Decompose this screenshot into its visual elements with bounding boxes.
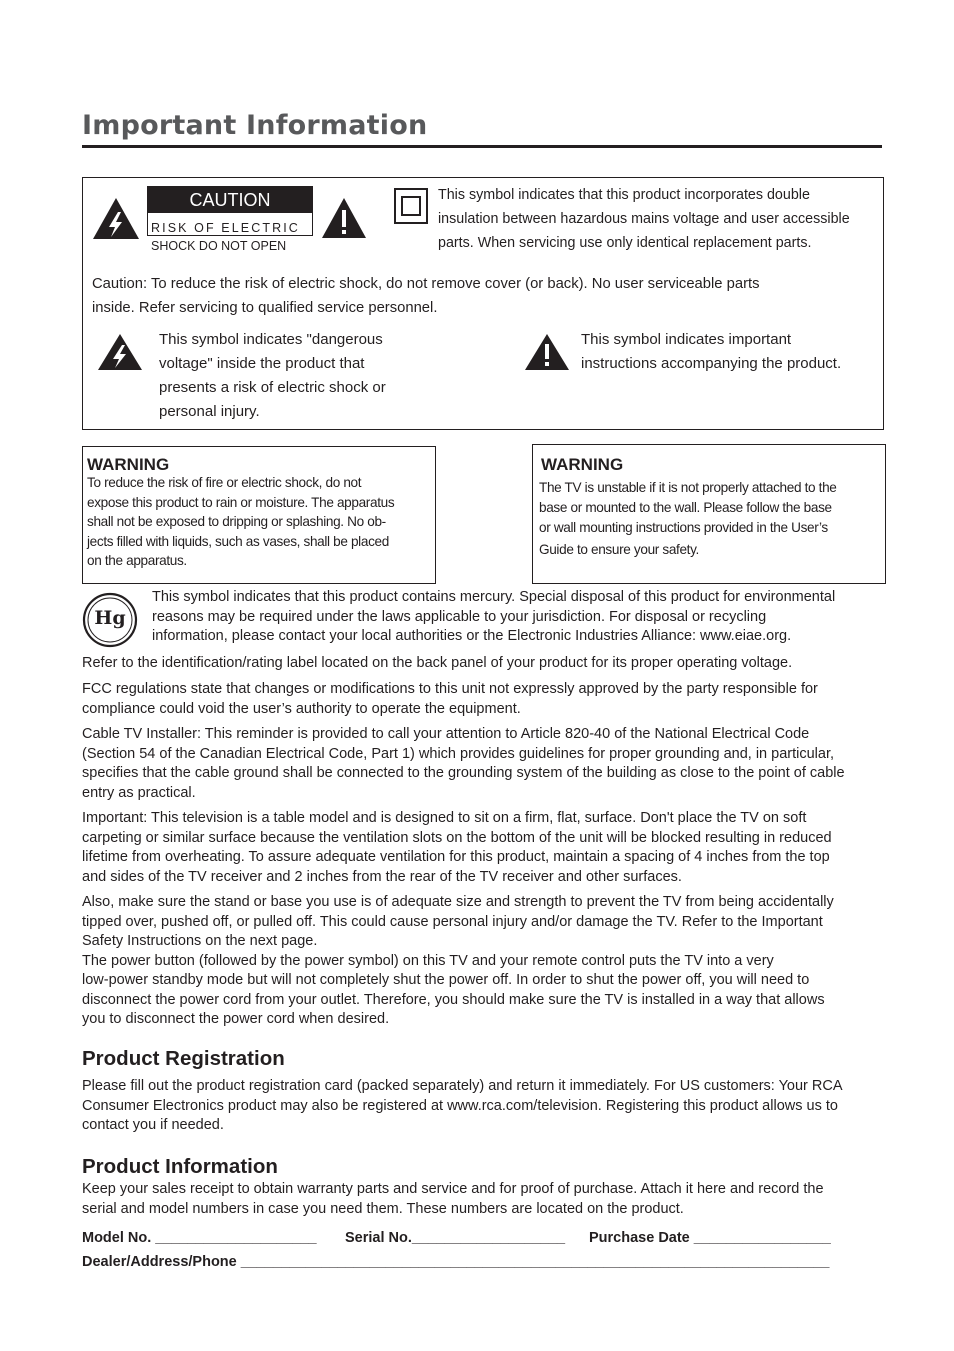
mercury-text: This symbol indicates that this product contains mercury. Special disposal of this product for environmental reasons may be required under the laws applicable to your jurisdiction. For disposal or recycling information, please contact your local authorities or the Electronic Industries Alliance: www.eiae.org.	[152, 589, 836, 644]
double-insulation-text: This symbol indicates that this product incorporates double insulation between hazardous mains voltage and user accessible parts. When servicing use only identical replacement parts.	[438, 187, 850, 251]
dangerous-voltage-text: This symbol indicates "dangerous voltage" inside the product that presents a risk of electric shock or personal injury.	[159, 331, 386, 420]
page-title: Important Information	[82, 110, 428, 141]
stand-power-paragraph: Also, make sure the stand or base you use is of adequate size and strength to prevent the TV from being accidentally tipped over, pushed off, or pulled off. This could cause personal injury and/or damage the TV. Refer to the Important Safety Instructions on the next page. The power button (followed by the power symbol) on this TV and your remote control puts the TV into a very low-power standby mode but will not completely shut the power off. In order to shut the power off, you will need to disconnect the power cord from your outlet. Therefore, you should make sure the TV is installed in a way that allows you to disconnect the power cord when desired.	[82, 894, 834, 1027]
warning-text-left: To reduce the risk of fire or electric shock, do not expose this product to rain or moisture. The apparatus shall not be exposed to dripping or splashing. No ob- jects filled with liquids, such as vases, shall be placed on the apparatus.	[87, 475, 395, 568]
mercury-symbol-label: Hg	[94, 607, 126, 629]
caution-badge-title: CAUTION	[148, 187, 312, 213]
cable-installer-paragraph: Cable TV Installer: This reminder is provided to call your attention to Article 820-40 of the National Electrical Code (Section 54 of the Canadian Electrical Code, Part 1) which provides guidelines for proper grounding and, in particular, specifies that the cable ground shall be connected to the grounding system of the building as close to the point of cable entry as practical.	[82, 726, 845, 801]
warning-text-right: The TV is unstable if it is not properly attached to the base or mounted to the wall. Please follow the base or wall mounting instructions provided in the User’s Guide to ensure your safety.	[539, 480, 837, 557]
important-instructions-text: This symbol indicates important instructions accompanying the product.	[581, 331, 842, 372]
fcc-paragraph: FCC regulations state that changes or modifications to this unit not expressly approved by the party responsible for compliance could void the user’s authority to operate the equipment.	[82, 681, 818, 717]
caution-badge-line1: RISK OF ELECTRIC	[151, 221, 300, 235]
exclamation-warning-icon	[320, 196, 368, 240]
dealer-address-field: Dealer/Address/Phone _________________________________________________________________________	[82, 1254, 830, 1270]
exclamation-symbol-icon	[524, 333, 570, 371]
caution-text: Caution: To reduce the risk of electric shock, do not remove cover (or back). No user serviceable parts inside. Refer servicing to qualified service personnel.	[92, 276, 760, 316]
warning-title-left: WARNING	[87, 455, 170, 474]
serial-number-field: Serial No.___________________	[345, 1230, 566, 1246]
lightning-symbol-icon	[97, 333, 143, 371]
registration-text: Please fill out the product registration card (packed separately) and return it immediately. For US customers: Your RCA Consumer Electronics product may also be registered at www.rca.com/television. Registering this product allows us to contact you if needed.	[82, 1078, 843, 1133]
information-text: Keep your sales receipt to obtain warranty parts and service and for proof of purchase. Attach it here and record the serial and model numbers in case you need them. These numbers are located on the product.	[82, 1181, 824, 1217]
rating-label-paragraph: Refer to the identification/rating label located on the back panel of your product for its proper operating voltage.	[82, 655, 793, 671]
table-model-paragraph: Important: This television is a table model and is designed to sit on a firm, flat, surface. Don't place the TV on soft carpeting or similar surface because the ventilation slots on the bottom of the unit will be blocked resulting in reduced lifetime from overheating. To assure adequate ventilation for this product, maintain a spacing of 4 inches from the top and sides of the TV receiver and 2 inches from the rear of the TV receiver and other surfaces.	[82, 810, 832, 885]
registration-heading: Product Registration	[82, 1047, 285, 1070]
title-rule	[82, 145, 882, 148]
model-number-field: Model No. ____________________	[82, 1230, 317, 1246]
warning-box-left	[82, 446, 436, 584]
caution-badge	[147, 186, 313, 253]
double-insulation-icon	[394, 188, 428, 224]
caution-badge-line2: SHOCK DO NOT OPEN	[151, 239, 287, 253]
warning-box-right	[532, 444, 886, 584]
purchase-date-field: Purchase Date _________________	[589, 1230, 831, 1246]
information-heading: Product Information	[82, 1155, 278, 1178]
warning-title-right: WARNING	[541, 455, 624, 474]
lightning-warning-icon	[91, 196, 141, 241]
